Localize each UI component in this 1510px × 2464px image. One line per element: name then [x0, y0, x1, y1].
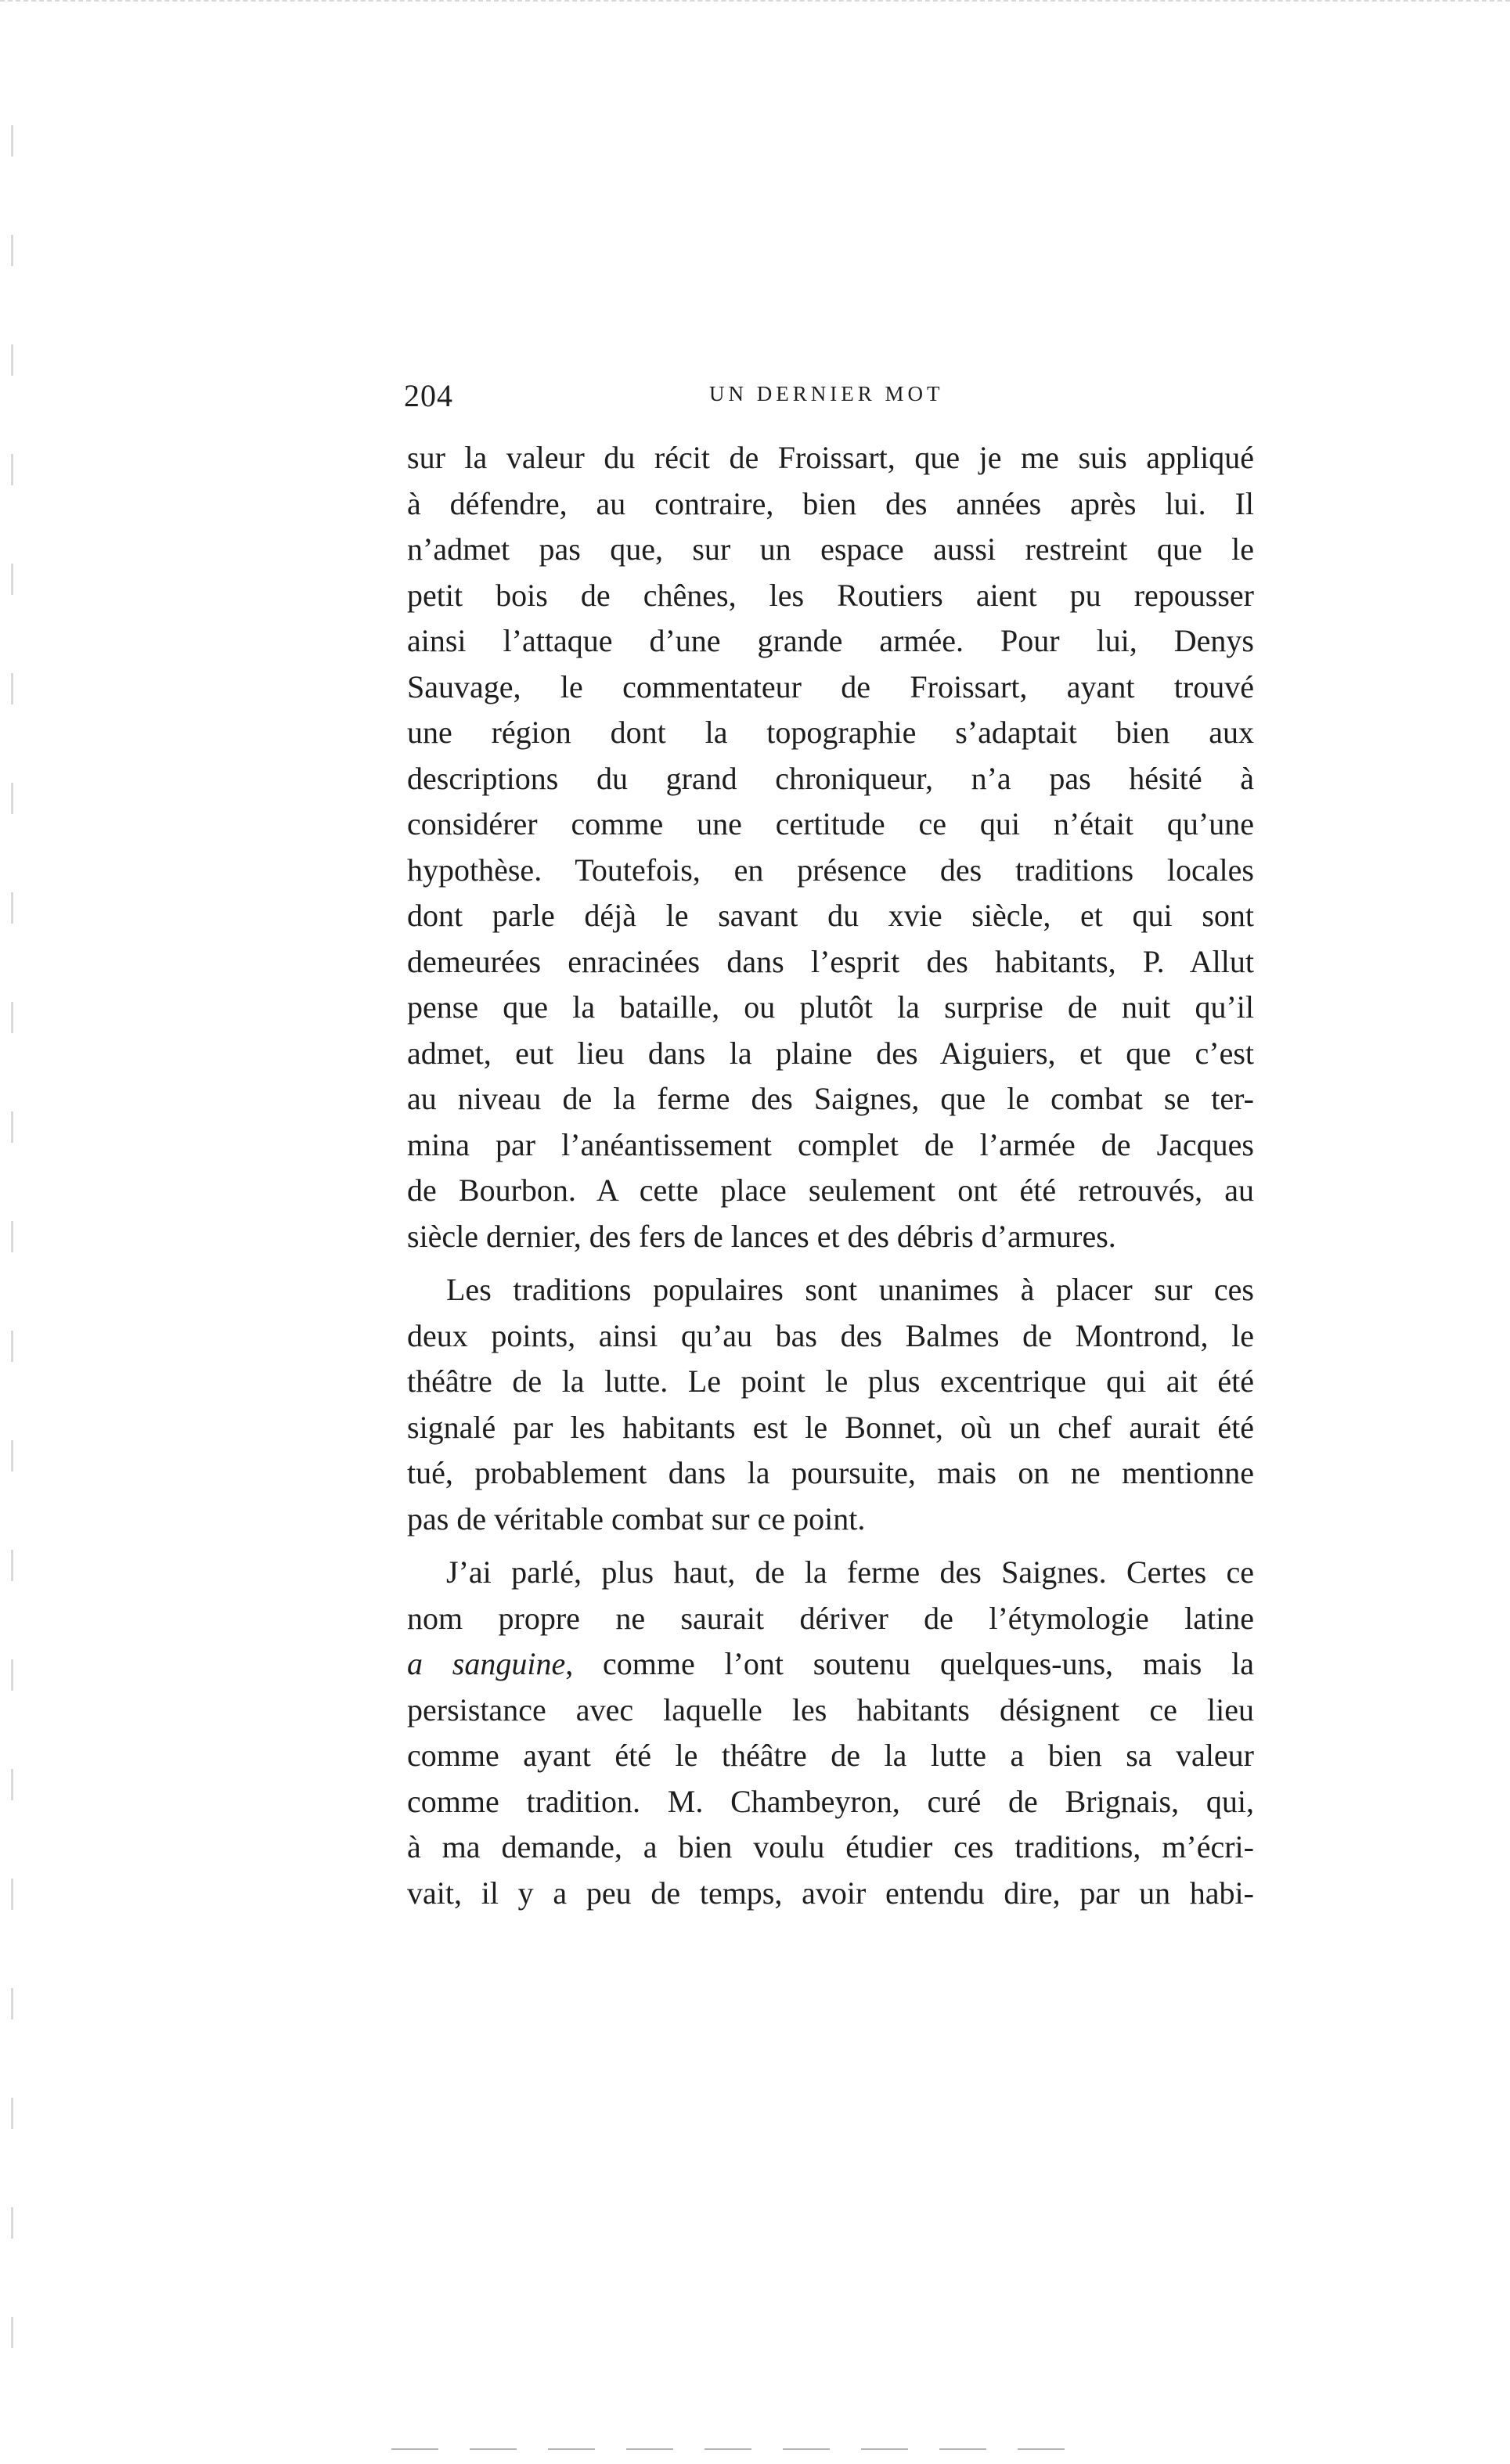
body-text — [407, 435, 1254, 1916]
text-line: admet, eut lieu dans la plaine des Aiguiers, et que c’est — [407, 1035, 1254, 1071]
text-line: sur la valeur du récit de Froissart, que je me suis appliqué — [407, 440, 1254, 475]
text-line: à ma demande, a bien voulu étudier ces traditions, m’écri- — [407, 1829, 1254, 1864]
text-line: demeurées enracinées dans l’esprit des habitants, P. Allut — [407, 943, 1254, 979]
scan-artifact-left-edge — [11, 125, 13, 2395]
text-line: siècle dernier, des fers de lances et des débris d’armures. — [407, 1218, 1116, 1254]
text-line: signalé par les habitants est le Bonnet, où un chef aurait été — [407, 1409, 1254, 1445]
text-line: tué, probablement dans la poursuite, mais on ne mentionne — [407, 1455, 1254, 1490]
page-number: 204 — [404, 378, 453, 413]
scan-artifact-top — [0, 0, 1510, 17]
running-head — [404, 377, 1257, 416]
text-line: mina par l’anéantissement complet de l’armée de Jacques — [407, 1126, 1254, 1162]
text-line: une région dont la topographie s’adaptait bien aux — [407, 715, 1254, 750]
text-line: théâtre de la lutte. Le point le plus excentrique qui ait été — [407, 1363, 1254, 1399]
text-line: de Bourbon. A cette place seulement ont été retrouvés, au — [407, 1173, 1254, 1208]
text-line: J’ai parlé, plus haut, de la ferme des Saignes. Certes ce — [446, 1554, 1254, 1590]
text-line: n’admet pas que, sur un espace aussi restreint que le — [407, 531, 1254, 567]
text-line: persistance avec laquelle les habitants désignent ce lieu — [407, 1691, 1254, 1727]
paragraph — [407, 1267, 1254, 1542]
paragraph — [407, 435, 1254, 1259]
scan-artifact-bottom — [391, 2448, 1096, 2450]
text-line: hypothèse. Toutefois, en présence des traditions locales — [407, 852, 1254, 888]
text-line: pas de véritable combat sur ce point. — [407, 1500, 866, 1536]
text-line: petit bois de chênes, les Routiers aient pu repousser — [407, 577, 1254, 613]
text-line: ainsi l’attaque d’une grande armée. Pour lui, Denys — [407, 623, 1254, 658]
text-line: comme tradition. M. Chambeyron, curé de Brignais, qui, — [407, 1783, 1254, 1819]
text-line: nom propre ne saurait dériver de l’étymologie latine — [407, 1600, 1254, 1636]
text-line: considérer comme une certitude ce qui n’était qu’une — [407, 806, 1254, 841]
paragraph — [407, 1550, 1254, 1916]
text-line: deux points, ainsi qu’au bas des Balmes de Montrond, le — [407, 1317, 1254, 1353]
text-line: dont parle déjà le savant du xvie siècle, et qui sont — [407, 898, 1254, 933]
text-line: pense que la bataille, ou plutôt la surprise de nuit qu’il — [407, 989, 1254, 1025]
text-line: Sauvage, le commentateur de Froissart, ayant trouvé — [407, 668, 1254, 704]
text-line: a sanguine, comme l’ont soutenu quelques-uns, mais la — [407, 1646, 1254, 1681]
text-line: vait, il y a peu de temps, avoir entendu dire, par un habi- — [407, 1875, 1254, 1911]
running-head-title: UN DERNIER MOT — [709, 382, 944, 405]
text-line: descriptions du grand chroniqueur, n’a pas hésité à — [407, 760, 1254, 796]
latin-phrase: a sanguine — [407, 1646, 566, 1681]
text-line: à défendre, au contraire, bien des années après lui. Il — [407, 485, 1254, 521]
text-line: Les traditions populaires sont unanimes à placer sur ces — [446, 1272, 1254, 1307]
text-line: comme ayant été le théâtre de la lutte a bien sa valeur — [407, 1738, 1254, 1773]
text-line: au niveau de la ferme des Saignes, que le combat se ter- — [407, 1081, 1254, 1116]
